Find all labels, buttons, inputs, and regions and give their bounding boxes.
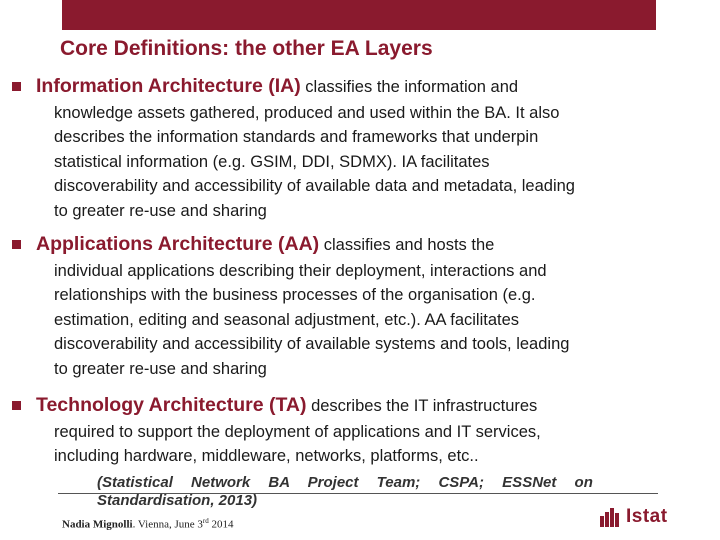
bullet-term: Technology Architecture (TA): [36, 394, 307, 416]
bullet-heading: [36, 74, 518, 100]
bullet-body-line: estimation, editing and seasonal adjustment, etc.). AA facilitates: [54, 310, 520, 329]
bullet-body: [54, 420, 714, 469]
header-bar: [62, 0, 656, 30]
citation-line: Standardisation, 2013): [97, 492, 258, 509]
square-bullet-icon: [12, 82, 21, 91]
bullet-body-line: including hardware, middleware, networks, platforms, etc..: [54, 447, 479, 466]
square-bullet-icon: [12, 401, 21, 410]
bullet-body: [54, 259, 714, 381]
citation-line: (Statistical Network BA Project Team; CSPA; ESSNet on: [97, 474, 593, 491]
footer-date-suffix: rd: [202, 517, 209, 525]
bullet-body-line: individual applications describing their deployment, interactions and: [54, 262, 547, 280]
footer-author: Nadia Mignolli: [62, 518, 133, 531]
bullet-body-line: statistical information (e.g. GSIM, DDI, SDMX). IA facilitates: [54, 152, 490, 171]
slide-title: Core Definitions: the other EA Layers: [60, 37, 433, 60]
square-bullet-icon: [12, 240, 21, 249]
footer-year: 2014: [208, 518, 234, 531]
bullet-body-line: relationships with the business processes of the organisation (e.g.: [54, 286, 536, 305]
istat-logo: [600, 504, 710, 530]
bullet-heading: [36, 232, 494, 258]
istat-logo-icon: [600, 507, 620, 527]
bullet-body-line: to greater re-use and sharing: [54, 201, 267, 220]
bullet-body: [54, 101, 714, 223]
logo-text: Istat: [626, 506, 668, 527]
bullet-body-line: discoverability and accessibility of available data and metadata, leading: [54, 177, 575, 196]
bullet-lead-text: classifies and hosts the: [319, 236, 495, 254]
bullet-lead-text: describes the IT infrastructures: [306, 397, 538, 415]
bullet-term: Applications Architecture (AA): [36, 233, 320, 255]
bullet-term: Information Architecture (IA): [36, 75, 301, 97]
bullet-heading: [36, 393, 537, 419]
bullet-body-line: required to support the deployment of applications and IT services,: [54, 423, 541, 441]
footer-place-date: . Vienna, June 3: [132, 518, 203, 531]
bullet-body-line: to greater re-use and sharing: [54, 359, 267, 378]
bullet-body-line: describes the information standards and frameworks that underpin: [54, 128, 539, 147]
bullet-lead-text: classifies the information and: [300, 78, 519, 96]
bullet-body-line: knowledge assets gathered, produced and used within the BA. It also: [54, 104, 560, 122]
bullet-body-line: discoverability and accessibility of available systems and tools, leading: [54, 335, 570, 354]
footer-credit: [62, 517, 234, 531]
